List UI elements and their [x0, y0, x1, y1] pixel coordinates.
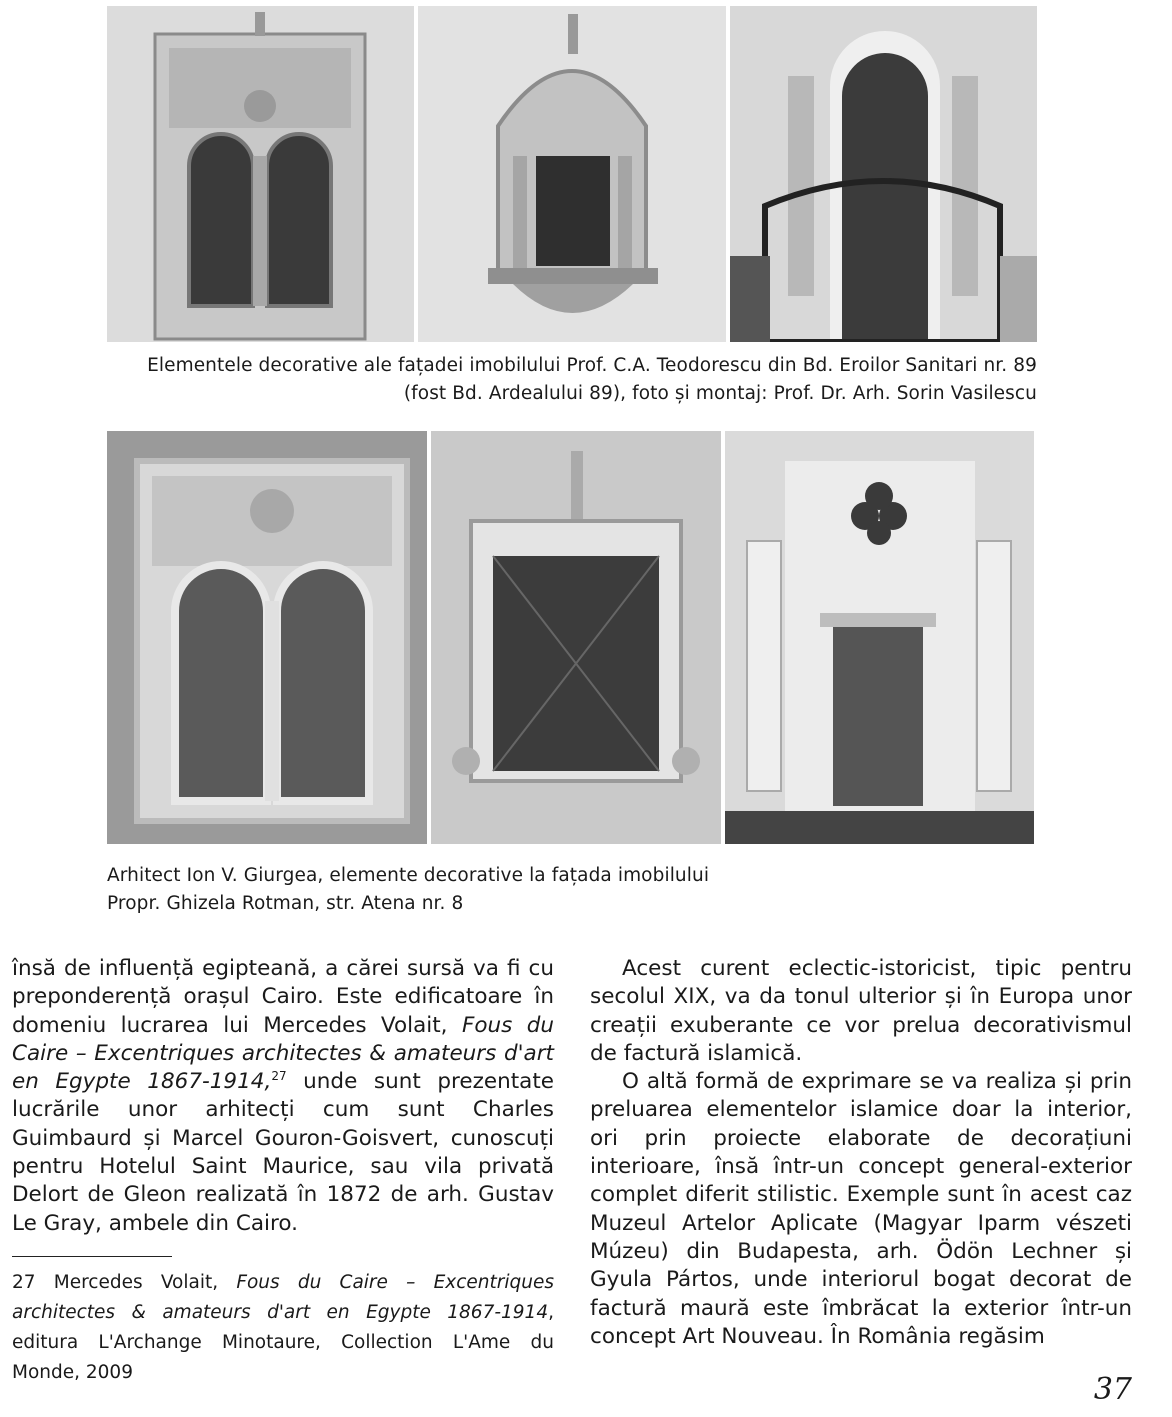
figure2-caption: [107, 862, 807, 918]
photo-door-with-columns: [725, 431, 1034, 844]
figure2-photos: [107, 431, 1034, 844]
footnote-title: Fous du Caire – Excentriques architectes & amateurs d'art en Egypte 1867-1914: [12, 1272, 554, 1323]
photo-door-with-iron-gate: [730, 6, 1037, 342]
footnote-text-b: , editura L'Archange Minotaure, Collection L'Ame du Monde, 2009: [12, 1302, 554, 1383]
footnote-text-a: 27 Mercedes Volait,: [12, 1272, 237, 1293]
figure1-caption-line2: (fost Bd. Ardealului 89), foto și montaj: Prof. Dr. Arh. Sorin Vasilescu: [403, 383, 1037, 404]
photo-twin-arched-window: [107, 6, 414, 342]
left-paragraph-text-b: unde sunt prezentate lucrările unor arhitecți cum sunt Charles Guimbaurd și Marcel Gouron-Goisvert, cunoscuți pentru Hotelul Saint Maurice, sau vila privată Delort de Gleon realizată în 1872 de arh. Gustav Le Gray, ambele din Cairo.: [12, 1069, 554, 1236]
right-paragraph-2: O altă formă de exprimare se va realiza și prin preluarea elementelor islamice doar la interior, ori prin proiecte elaborate de decorațiuni interioare, însă într-un concept general-exterior complet diferit stilistic. Exemple sunt în acest caz Muzeul Artelor Aplicate (Magyar Iparm vészeti Múzeu) din Budapesta, arh. Ödön Lechner și Gyula Pártos, unde interiorul bogat decorat de factură maură este îmbrăcat la exterior într-un concept Art Nouveau. În România regăsim: [590, 1069, 1132, 1349]
photo-ornate-twin-window: [107, 431, 427, 844]
right-column: [590, 955, 1132, 1351]
figure1-photos: [107, 6, 1037, 342]
figure2-caption-line1: Arhitect Ion V. Giurgea, elemente decorative la fațada imobilului: [107, 865, 710, 886]
left-paragraph-text-a: însă de influență egipteană, a cărei sursă va fi cu preponderență orașul Cairo. Este edificatoare în domeniu lucrarea lui Mercedes Volait,: [12, 956, 554, 1038]
figure1-caption-line1: Elementele decorative ale fațadei imobilului Prof. C.A. Teodorescu din Bd. Eroilor Sanitari nr. 89: [147, 355, 1037, 376]
footnote: [12, 1268, 554, 1388]
figure1-caption: [107, 352, 1037, 408]
footnote-rule: [12, 1256, 172, 1257]
footnote-ref: 27: [271, 1069, 287, 1084]
left-column: [12, 955, 554, 1238]
left-paragraph: [12, 955, 554, 1238]
figure2-caption-line2: Propr. Ghizela Rotman, str. Atena nr. 8: [107, 893, 464, 914]
page-number: 37: [1093, 1372, 1132, 1407]
photo-arched-balcony-window: [418, 6, 726, 342]
right-paragraph-1: Acest curent eclectic-istoricist, tipic pentru secolul XIX, va da tonul ulterior și în Europa unor creații exuberante ce vor prelua decorativismul de factură islamică.: [590, 956, 1132, 1066]
photo-grilled-window: [431, 431, 721, 844]
book-title: Fous du Caire – Excentriques architectes & amateurs d'art en Egypte 1867-1914,: [12, 1012, 554, 1095]
